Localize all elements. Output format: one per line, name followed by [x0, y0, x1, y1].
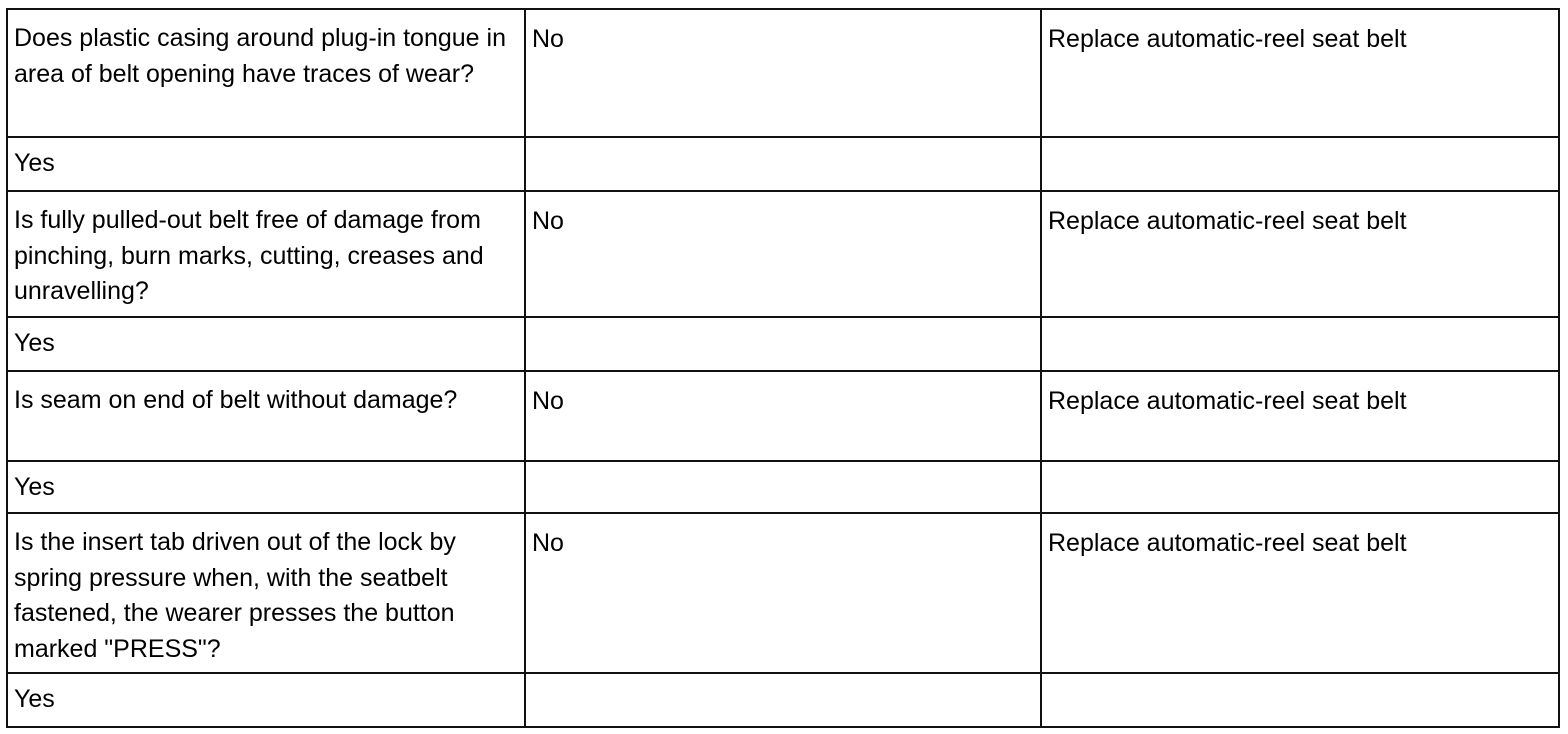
action-cell: Replace automatic-reel seat belt [1041, 9, 1559, 137]
empty-cell [1041, 317, 1559, 371]
question-row [7, 9, 1559, 137]
question-cell: Does plastic casing around plug-in tongue in area of belt opening have traces of wear? [7, 9, 525, 137]
yes-answer-cell: Yes [7, 673, 525, 727]
empty-cell [1041, 673, 1559, 727]
yes-row [7, 137, 1559, 191]
action-cell: Replace automatic-reel seat belt [1041, 371, 1559, 461]
empty-cell [1041, 461, 1559, 513]
yes-row [7, 673, 1559, 727]
action-cell: Replace automatic-reel seat belt [1041, 513, 1559, 673]
empty-cell [525, 461, 1041, 513]
question-cell: Is the insert tab driven out of the lock by spring pressure when, with the seatbelt fastened, the wearer presses the button marked "PRESS"? [7, 513, 525, 673]
no-answer-cell: No [525, 371, 1041, 461]
yes-answer-cell: Yes [7, 317, 525, 371]
question-cell: Is fully pulled-out belt free of damage from pinching, burn marks, cutting, creases and unravelling? [7, 191, 525, 317]
inspection-checklist-table [6, 8, 1560, 728]
empty-cell [1041, 137, 1559, 191]
question-row [7, 191, 1559, 317]
empty-cell [525, 137, 1041, 191]
action-cell: Replace automatic-reel seat belt [1041, 191, 1559, 317]
yes-row [7, 317, 1559, 371]
no-answer-cell: No [525, 9, 1041, 137]
question-row [7, 513, 1559, 673]
empty-cell [525, 673, 1041, 727]
yes-answer-cell: Yes [7, 461, 525, 513]
no-answer-cell: No [525, 513, 1041, 673]
yes-row [7, 461, 1559, 513]
no-answer-cell: No [525, 191, 1041, 317]
empty-cell [525, 317, 1041, 371]
question-row [7, 371, 1559, 461]
question-cell: Is seam on end of belt without damage? [7, 371, 525, 461]
yes-answer-cell: Yes [7, 137, 525, 191]
